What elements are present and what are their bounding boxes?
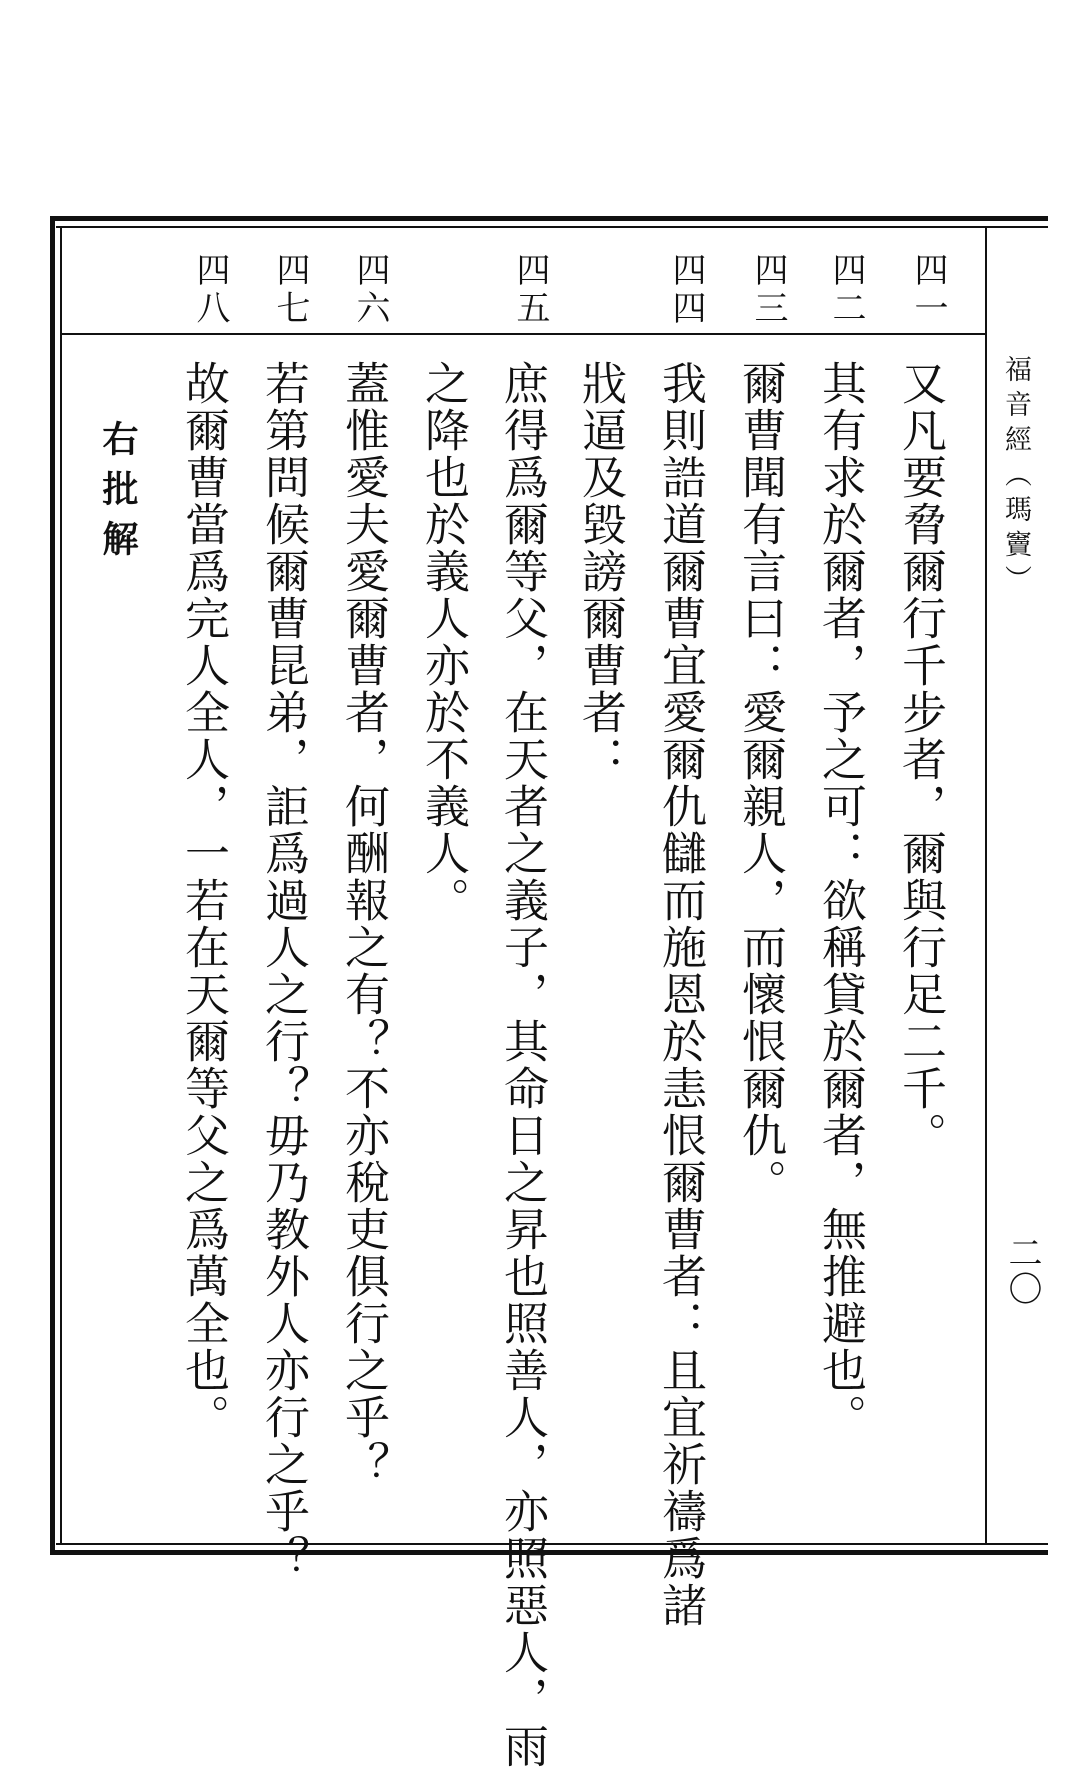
verse-text: 我則誥道爾曹宜愛爾仇讎而施恩於恚恨爾曹者：且宜祈禱爲諸	[654, 360, 707, 1629]
verse-number: 四八	[190, 252, 230, 328]
verse-text: 爾曹聞有言曰：愛爾親人，而懷恨爾仇。	[734, 360, 787, 1206]
verse-text: 蓋惟愛夫愛爾曹者，何酬報之有？不亦稅吏俱行之乎？	[337, 360, 390, 1488]
verse-number: 四四	[666, 252, 706, 328]
verse-text: 故爾曹當爲完人全人，一若在天爾等父之爲萬全也。	[177, 360, 230, 1441]
header-column-rule	[985, 226, 987, 1545]
verse-number-rule	[62, 333, 985, 335]
verse-number: 四七	[270, 252, 310, 328]
verse-number: 四一	[908, 252, 948, 328]
verse-text-continued: 戕逼及毀謗爾曹者：	[574, 360, 627, 783]
annotation-label: 右批解	[97, 420, 139, 570]
frame-top-inner-rule	[56, 226, 1048, 228]
verse-text-continued: 之降也於義人亦於不義人。	[417, 360, 470, 924]
frame-left-rule	[50, 216, 55, 1555]
verse-text: 其有求於爾者，予之可：欲稱貸於爾者，無推避也。	[814, 360, 867, 1441]
frame-left-inner-rule	[60, 226, 62, 1545]
verse-number: 四二	[826, 252, 866, 328]
running-title: 福音經（瑪竇）	[1000, 355, 1031, 600]
verse-text: 若第問候爾曹昆弟，詎爲過人之行？毋乃教外人亦行之乎？	[257, 360, 310, 1582]
frame-bottom-rule	[50, 1550, 1048, 1555]
verse-number: 四六	[350, 252, 390, 328]
verse-number: 四三	[748, 252, 788, 328]
verse-number: 四五	[510, 252, 550, 328]
frame-bottom-inner-rule	[56, 1543, 1048, 1545]
page-number: 二〇	[1002, 1235, 1042, 1307]
frame-top-rule	[50, 216, 1048, 221]
verse-text: 庶得爲爾等父，在天者之義子，其命日之昇也照善人，亦照惡人，雨	[496, 360, 549, 1770]
verse-text: 又凡要脅爾行千步者，爾與行足二千。	[894, 360, 947, 1159]
